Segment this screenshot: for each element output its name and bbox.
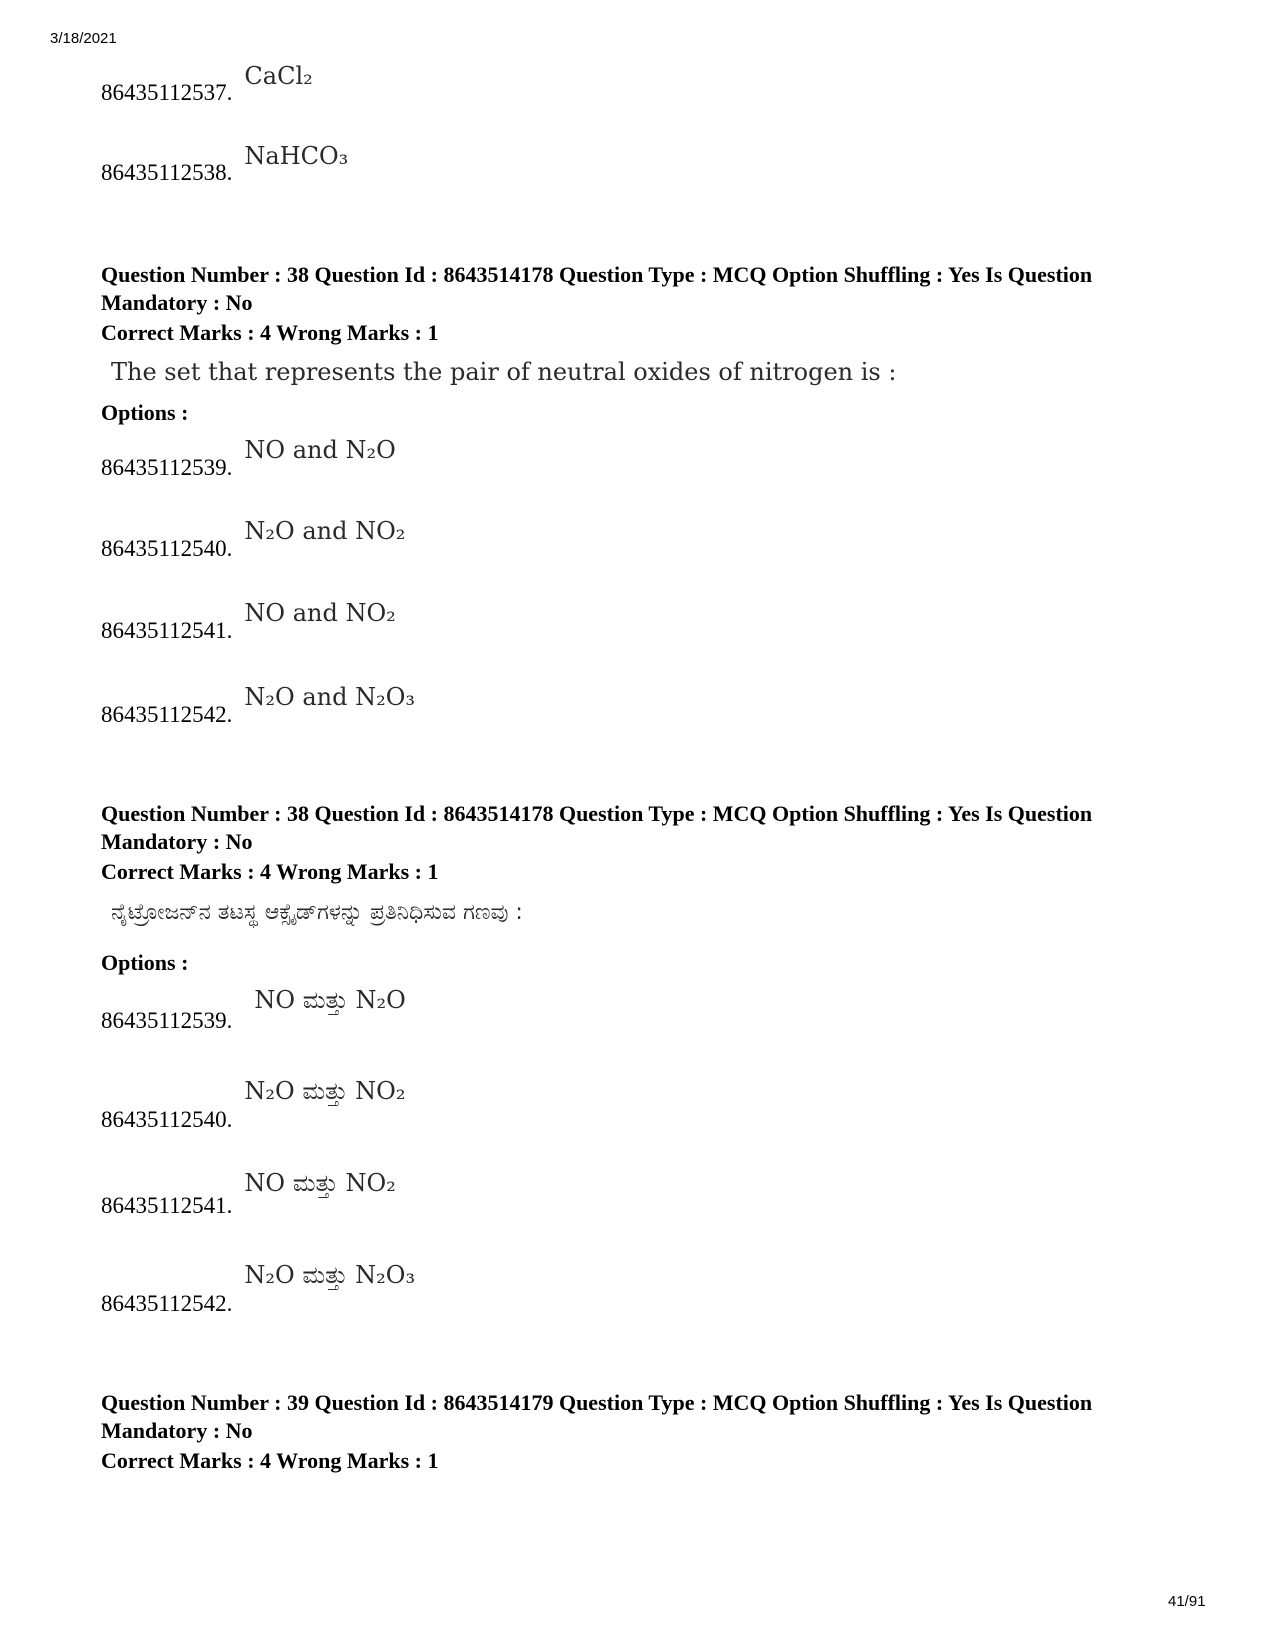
option-id: 86435112538. (101, 160, 233, 185)
option-text: NO ಮತ್ತು N₂O (254, 986, 406, 1014)
option-text: N₂O ಮತ್ತು N₂O₃ (244, 1261, 416, 1289)
option-id: 86435112541. (101, 618, 233, 643)
option-id: 86435112540. (101, 536, 233, 561)
question-header: Question Number : 38 Question Id : 8643514178 Question Type : MCQ Option Shuffling : Yes Is Question Mandatory : No (101, 801, 1093, 854)
question-marks: Correct Marks : 4 Wrong Marks : 1 (101, 859, 439, 884)
options-label: Options : (101, 950, 189, 975)
option-item (101, 142, 349, 186)
option-id: 86435112539. (101, 455, 233, 480)
option-item (101, 599, 396, 644)
option-id: 86435112542. (101, 1291, 233, 1316)
print-date: 3/18/2021 (50, 30, 117, 47)
option-item (101, 436, 396, 481)
question-header: Question Number : 38 Question Id : 8643514178 Question Type : MCQ Option Shuffling : Yes Is Question Mandatory : No (101, 262, 1093, 315)
question-header: Question Number : 39 Question Id : 8643514179 Question Type : MCQ Option Shuffling : Yes Is Question Mandatory : No (101, 1390, 1093, 1443)
option-text: NO ಮತ್ತು NO₂ (244, 1169, 396, 1197)
option-id: 86435112541. (101, 1193, 233, 1218)
options-label: Options : (101, 400, 189, 425)
option-text: N₂O and N₂O₃ (244, 683, 416, 711)
option-item (101, 1261, 416, 1317)
question-marks: Correct Marks : 4 Wrong Marks : 1 (101, 1448, 439, 1473)
option-id: 86435112542. (101, 702, 233, 727)
option-id: 86435112539. (101, 1008, 233, 1033)
option-text: NaHCO₃ (244, 142, 349, 170)
option-item (101, 683, 416, 728)
page-number: 41/91 (1168, 1593, 1206, 1610)
question-marks: Correct Marks : 4 Wrong Marks : 1 (101, 320, 439, 345)
option-item (101, 517, 406, 562)
option-text: NO and NO₂ (244, 599, 396, 627)
question-text: The set that represents the pair of neutral oxides of nitrogen is : (111, 358, 897, 386)
option-id: 86435112540. (101, 1107, 233, 1132)
option-item (101, 1077, 406, 1133)
option-text: N₂O and NO₂ (244, 517, 406, 545)
option-text: N₂O ಮತ್ತು NO₂ (244, 1077, 406, 1105)
option-text: CaCl₂ (244, 62, 313, 90)
option-text: NO and N₂O (244, 436, 396, 464)
question-text: ನೈಟ್ರೋಜನ್‌ನ ತಟಸ್ಥ ಆಕ್ಸೈಡ್‌ಗಳನ್ನು ಪ್ರತಿನಿಧಿಸುವ ಗಣವು : (111, 900, 523, 925)
option-id: 86435112537. (101, 80, 233, 105)
option-item (101, 62, 313, 106)
option-item (101, 986, 406, 1034)
option-item (101, 1169, 396, 1219)
